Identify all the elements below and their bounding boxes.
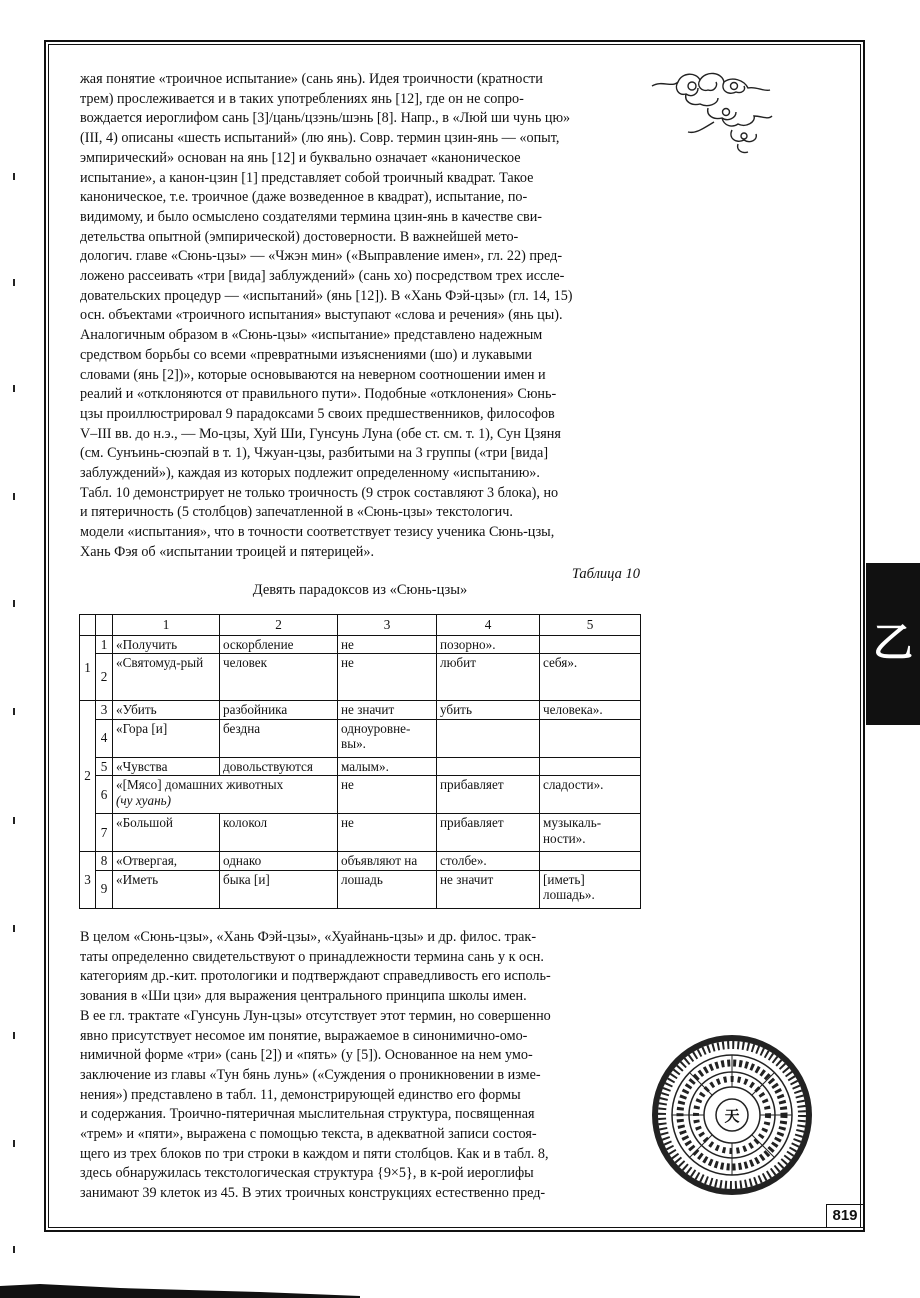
row-number: 4: [96, 719, 113, 757]
text-line: Хань Фэя об «испытании троицей и пятерицей».: [80, 543, 375, 560]
text-line: (см. Сунъинь-сюэпай в т. 1), Чжуан-цзы, разбитыми на 3 группы («три [вида]: [80, 445, 549, 462]
group-number: 1: [80, 635, 96, 701]
header-cell: 5: [540, 615, 641, 636]
text-line: нения») представлено в табл. 11, демонстрирующей единство его формы: [80, 1086, 521, 1103]
table-cell: малым».: [338, 757, 437, 776]
text-line: категориям др.-кит. протологики и подтверждают справедливость его исполь-: [80, 968, 551, 985]
header-cell: 2: [220, 615, 338, 636]
text-line: детельства опытной (эмпирической) достоверности. В важнейшей мето-: [80, 228, 519, 245]
table-cell: не: [338, 776, 437, 814]
margin-mark: [13, 600, 15, 607]
text-line: зования в «Ши цзи» для выражения центрального принципа школы имен.: [80, 988, 527, 1005]
table-cell: позорно».: [437, 635, 540, 654]
table-cell: [540, 757, 641, 776]
text-line: реалий и «отклоняются от правильного пути». Подобные «отклонения» Сюнь-: [80, 386, 557, 403]
table-cell: одноуровне-вы».: [338, 719, 437, 757]
text-line: занимают 39 клеток из 45. В этих троичных конструкциях естественно пред-: [80, 1185, 546, 1202]
header-cell: [96, 615, 113, 636]
text-line: каноническое, т.е. троичное (даже возведенное в квадрат), испытание, по-: [80, 189, 528, 206]
margin-mark: [13, 708, 15, 715]
header-cell: [80, 615, 96, 636]
margin-mark: [13, 1032, 15, 1039]
page-number: 819: [826, 1204, 864, 1228]
table-cell: не значит: [437, 870, 540, 908]
table-cell: человек: [220, 654, 338, 701]
row-number: 8: [96, 852, 113, 871]
text-line: заключение из главы «Тун бянь лунь» («Суждения о проникновении в изме-: [80, 1066, 541, 1083]
text-line: «трем» и «пяти», выражена с помощью текста, в адекватной записи состоя-: [80, 1126, 537, 1143]
table-cell: [437, 757, 540, 776]
table-row: [80, 757, 641, 776]
text-line: модели «испытания», что в точности соответствует тезису ученика Сюнь-цзы,: [80, 524, 555, 541]
table-cell: «Святомуд-рый: [113, 654, 220, 701]
table-cell: прибавляет: [437, 776, 540, 814]
table-cell: «Убить: [113, 701, 220, 720]
header-cell: 4: [437, 615, 540, 636]
row-number: 5: [96, 757, 113, 776]
table-cell: убить: [437, 701, 540, 720]
text-line: словами (янь [2])», которые основываются на неверном соотношении имен и: [80, 366, 546, 383]
chapter-tab-glyph: 乙: [873, 620, 913, 666]
table-caption: Таблица 10: [571, 566, 640, 582]
text-line: ложено рассеивать «три [вида] заблуждений» (сань хо) посредством трех иссле-: [80, 268, 565, 285]
table-cell: сладости».: [540, 776, 641, 814]
text-line: вождается иероглифом сань [3]/цань/цзэнь/шэнь [8]. Напр., в «Люй ши чунь цю»: [80, 110, 571, 127]
compass-center-glyph: 天: [724, 1107, 740, 1125]
table-cell: «Большой: [113, 814, 220, 852]
compass-ornament-icon: [650, 1032, 814, 1198]
margin-mark: [13, 385, 15, 392]
cloud-ornament-icon: [648, 58, 774, 158]
cell-text: «[Мясо] домашних животных: [116, 777, 284, 792]
text-line: средством борьбы со всеми «превратными изъяснениями (шо) и лукавыми: [80, 346, 532, 363]
table-header-row: [80, 615, 641, 636]
margin-mark: [13, 817, 15, 824]
table-cell: объявляют на: [338, 852, 437, 871]
text-line: Аналогичным образом в «Сюнь-цзы» «испытание» представлено надежным: [80, 327, 543, 344]
text-line: эмпирический» основан на янь [12] и буквально означает «каноническое: [80, 149, 521, 166]
margin-mark: [13, 493, 15, 500]
table-cell: бездна: [220, 719, 338, 757]
row-number: 2: [96, 654, 113, 701]
table-cell: однако: [220, 852, 338, 871]
table-cell: «Отвергая,: [113, 852, 220, 871]
table-cell: довольствуются: [220, 757, 338, 776]
table-cell: «Гора [и]: [113, 719, 220, 757]
group-number: 3: [80, 852, 96, 909]
table-cell: прибавляет: [437, 814, 540, 852]
table-cell: не: [338, 654, 437, 701]
text-line: и пятеричность (5 столбцов) запечатленной в «Сюнь-цзы» текстологич.: [80, 504, 513, 521]
text-line: заблуждений»), каждая из которых подлежит определенному «испытанию».: [80, 465, 540, 482]
text-line: щего из трех блоков по три строки в каждом и пяти столбцов. Как и в табл. 8,: [80, 1145, 549, 1162]
text-line: дологич. главе «Сюнь-цзы» — «Чжэн мин» («Выправление имен», гл. 22) пред-: [80, 248, 563, 265]
table-cell-merged: [113, 776, 338, 814]
table-cell: не значит: [338, 701, 437, 720]
table-cell: «Иметь: [113, 870, 220, 908]
text-line: В целом «Сюнь-цзы», «Хань Фэй-цзы», «Хуайнань-цзы» и др. филос. трак-: [80, 929, 537, 945]
table-title: Девять парадоксов из «Сюнь-цзы»: [252, 582, 468, 598]
cell-text-italic: (чу хуань): [116, 792, 172, 808]
table-cell: музыкаль-ности».: [540, 814, 641, 852]
table-row: [80, 870, 641, 908]
table-cell: «Чувства: [113, 757, 220, 776]
table-cell: быка [и]: [220, 870, 338, 908]
text-line: и содержания. Троично-пятеричная мыслительная структура, посвященная: [80, 1106, 535, 1123]
text-line: здесь обнаружилась текстологическая структура {9×5}, в к-рой иероглифы: [80, 1165, 534, 1182]
text-line: В ее гл. трактате «Гунсунь Лун-цзы» отсутствует этот термин, но совершенно: [80, 1007, 551, 1024]
table-cell: «Получить: [113, 635, 220, 654]
text-line: явно присутствует несомое им понятие, выражаемое в синонимично-омо-: [80, 1027, 528, 1044]
text-line: таты определенно свидетельствуют о принадлежности термина сань у к осн.: [80, 948, 544, 965]
text-line: трем) прослеживается и в таких употреблениях янь [12], где он не сопро-: [80, 90, 524, 107]
table-cell: не: [338, 635, 437, 654]
table-cell: [540, 719, 641, 757]
row-number: 3: [96, 701, 113, 720]
margin-mark: [13, 173, 15, 180]
row-number: 1: [96, 635, 113, 654]
table-row: [80, 852, 641, 871]
table-cell: любит: [437, 654, 540, 701]
table-cell: разбойника: [220, 701, 338, 720]
row-number: 9: [96, 870, 113, 908]
text-line: V–III вв. до н.э., — Мо-цзы, Хуй Ши, Гунсунь Луна (обе ст. см. т. 1), Сун Цзяня: [80, 425, 561, 442]
table-cell: [437, 719, 540, 757]
table-cell: оскорбление: [220, 635, 338, 654]
margin-mark: [13, 1140, 15, 1147]
text-line: (III, 4) описаны «шесть испытаний» (лю янь). Совр. термин цзин-янь — «опыт,: [80, 130, 560, 147]
table-cell: столбе».: [437, 852, 540, 871]
table-row: [80, 776, 641, 814]
paragraph-2: [80, 928, 640, 1204]
table-row: [80, 654, 641, 701]
margin-mark: [13, 925, 15, 932]
row-number: 7: [96, 814, 113, 852]
table-cell: себя».: [540, 654, 641, 701]
text-line: осн. объектами «троичного испытания» выступают «слова и речения» (янь цы).: [80, 307, 563, 324]
table-row: [80, 814, 641, 852]
text-line: жая понятие «троичное испытание» (сань янь). Идея троичности (кратности: [80, 71, 543, 87]
table-row: [80, 635, 641, 654]
table-cell: [иметь] лошадь».: [540, 870, 641, 908]
table-row: [80, 719, 641, 757]
margin-mark: [13, 1246, 15, 1253]
table-cell: колокол: [220, 814, 338, 852]
text-line: Табл. 10 демонстрирует не только троичность (9 строк составляют 3 блока), но: [80, 484, 559, 501]
table-cell: лошадь: [338, 870, 437, 908]
text-line: нимичной форме «три» (сань [2]) и «пять» (у [5]). Основанное на нем умо-: [80, 1047, 533, 1064]
header-cell: 3: [338, 615, 437, 636]
chapter-tab: [866, 563, 920, 725]
scan-edge-shadow: [0, 1262, 360, 1298]
table-row: [80, 701, 641, 720]
group-number: 2: [80, 701, 96, 852]
table-cell: не: [338, 814, 437, 852]
paradox-table: [79, 614, 641, 909]
row-number: 6: [96, 776, 113, 814]
paragraph-1: [80, 70, 640, 563]
text-line: цзы проиллюстрировал 9 парадоксами 5 своих предшественников, философов: [80, 405, 555, 422]
table-cell: [540, 635, 641, 654]
margin-mark: [13, 279, 15, 286]
table-cell: [540, 852, 641, 871]
text-line: видимому, и было осмыслено создателями термина цзин-янь в качестве сви-: [80, 208, 543, 225]
header-cell: 1: [113, 615, 220, 636]
table-cell: человека».: [540, 701, 641, 720]
text-line: испытание», а канон-цзин [1] представляет собой троичный квадрат. Такое: [80, 169, 534, 186]
text-line: довательских процедур — «испытаний» (янь [12]). В «Хань Фэй-цзы» (гл. 14, 15): [80, 287, 573, 304]
